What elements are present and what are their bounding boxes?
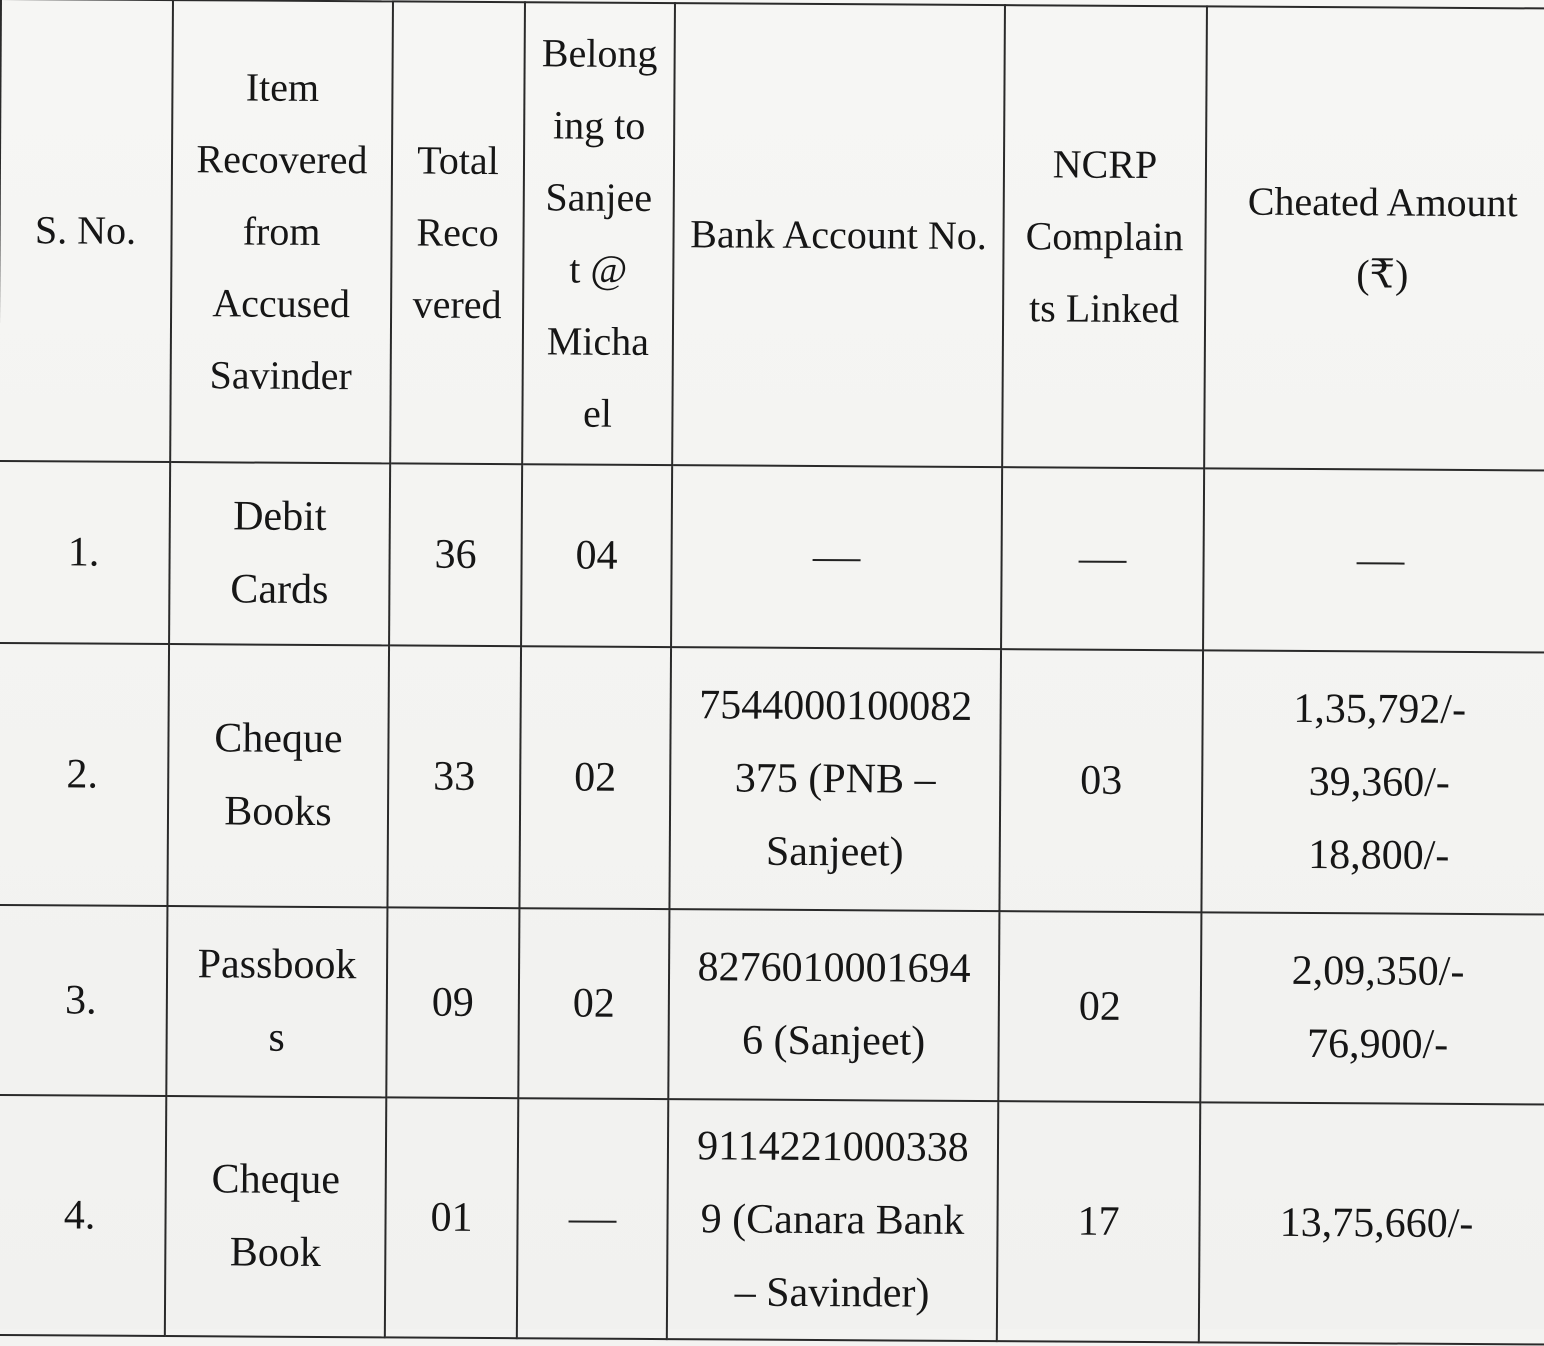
cell-belonging: 02 [519,646,671,909]
header-amount: Cheated Amount (₹) [1204,6,1544,470]
header-belonging: Belong ing to Sanjee t @ Micha el [522,2,675,465]
dash-mark [813,559,861,561]
cell-sno: 3. [0,905,167,1096]
dash-mark [1079,560,1127,562]
cell-sno: 4. [0,1095,166,1336]
cell-bank: 9114221000338 9 (Canara Bank – Savinder) [667,1099,998,1341]
cell-bank-empty [671,465,1002,649]
cell-total: 33 [387,645,521,908]
header-row [0,0,1544,471]
cell-ncrp: 02 [998,911,1201,1102]
cell-amount-empty [1203,468,1544,652]
cell-bank: 8276010001694 6 (Sanjeet) [668,909,999,1101]
cell-total: 01 [385,1097,518,1338]
cell-sno: 2. [0,643,169,906]
cell-total: 36 [389,463,522,646]
header-sno-text: S. No. [34,207,137,253]
cell-item: Cheque Book [165,1096,386,1337]
cell-belonging-empty [517,1098,668,1339]
dash-mark [1357,562,1405,564]
table-row [0,643,1544,915]
cell-item: Cheque Books [167,644,389,907]
cell-sno: 1. [0,461,170,644]
cell-amount: 1,35,792/- 39,360/- 18,800/- [1201,650,1544,914]
cell-ncrp: 17 [997,1101,1200,1342]
cell-ncrp-empty [1001,467,1204,650]
cell-ncrp: 03 [999,649,1203,912]
cell-item: Debit Cards [169,462,390,645]
cell-belonging: 02 [518,908,669,1099]
cell-belonging: 04 [521,464,672,647]
table-row [0,1095,1544,1345]
table-row [0,905,1544,1105]
header-item: Item Recovered from Accused Savinder [170,0,393,463]
cell-amount: 2,09,350/- 76,900/- [1200,912,1544,1104]
header-ncrp: NCRP Complain ts Linked [1002,5,1207,468]
header-total: Total Reco vered [390,1,525,464]
header-bank: Bank Account No. [672,3,1005,467]
cell-bank: 7544000100082 375 (PNB – Sanjeet) [669,647,1001,911]
header-sno [0,0,173,462]
cell-amount: 13,75,660/- [1199,1102,1544,1344]
cell-total: 09 [386,907,519,1098]
dash-mark [569,1220,617,1222]
cell-item: Passbook s [166,906,387,1097]
table-row [0,461,1544,653]
